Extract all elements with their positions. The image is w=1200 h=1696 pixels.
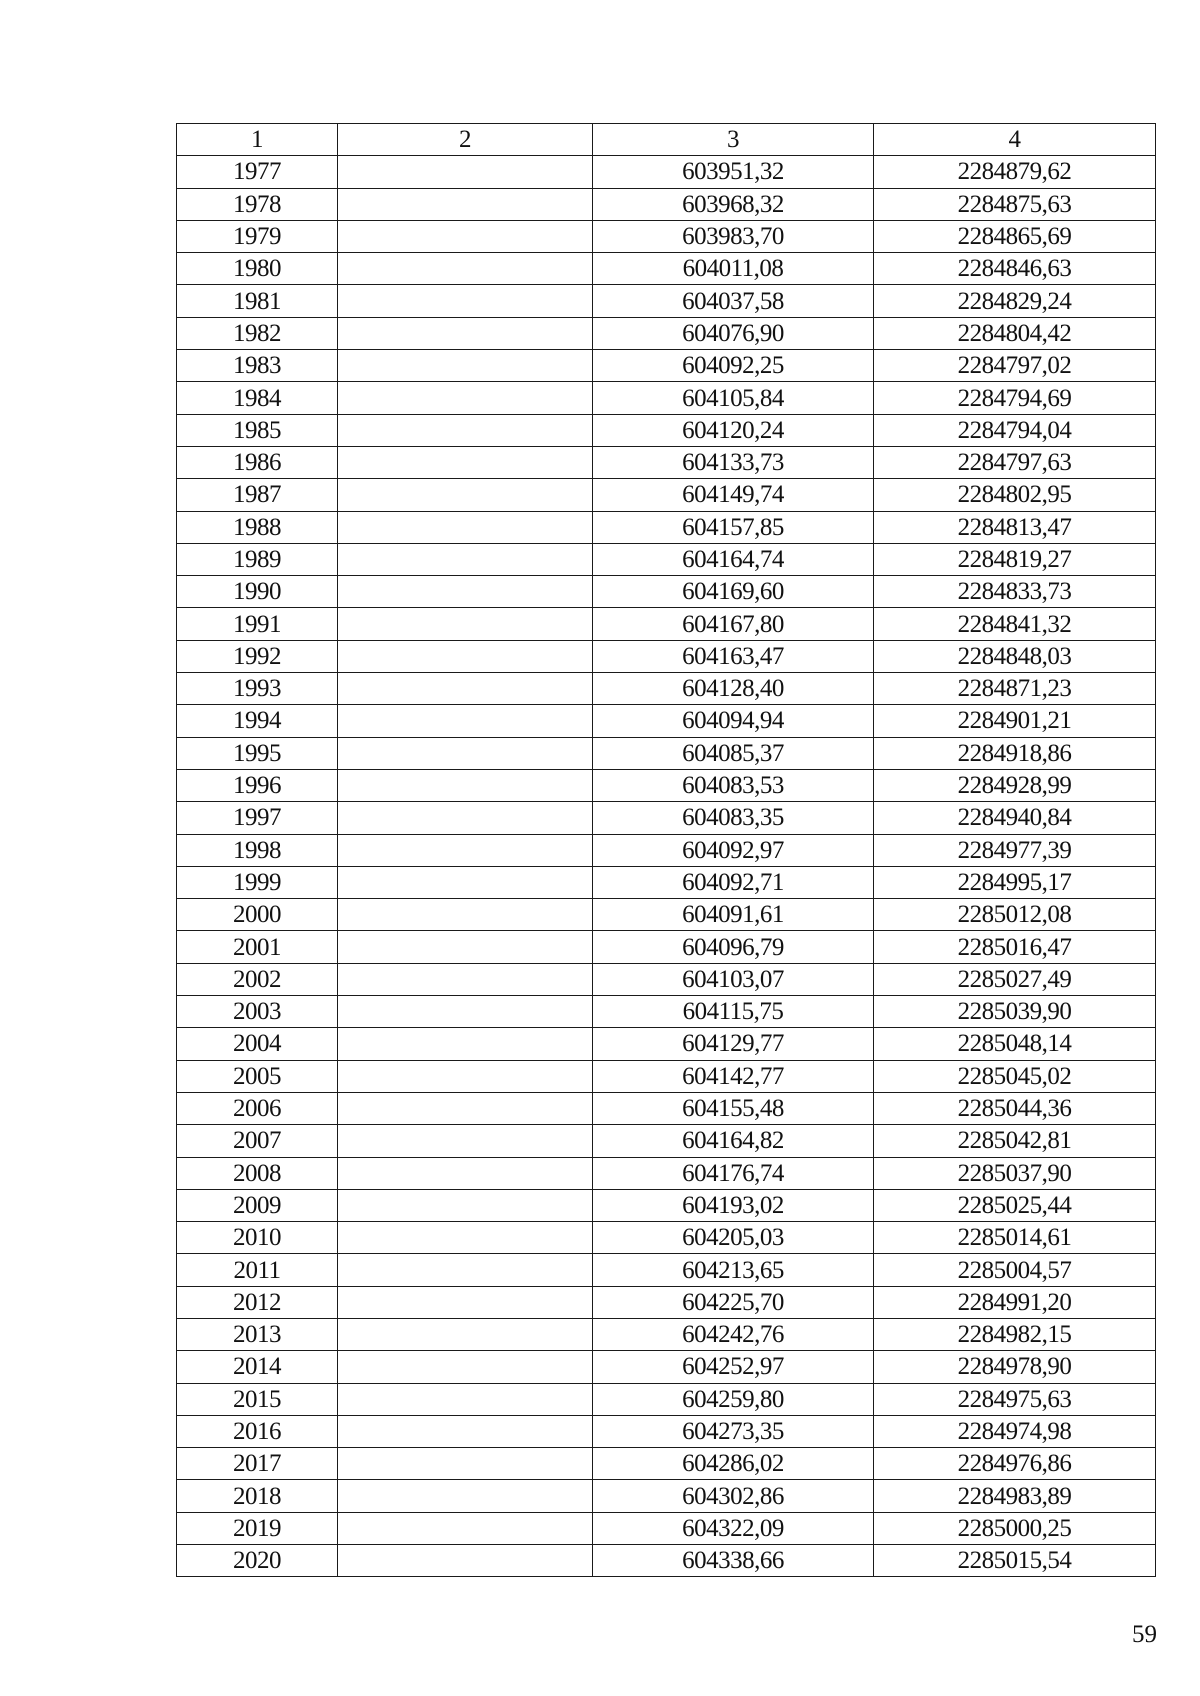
table-cell bbox=[338, 1286, 593, 1318]
table-row bbox=[177, 576, 1156, 608]
table-cell: 604193,02 bbox=[593, 1189, 874, 1221]
table-cell: 604120,24 bbox=[593, 414, 874, 446]
table-row bbox=[177, 1286, 1156, 1318]
table-row bbox=[177, 931, 1156, 963]
table-row bbox=[177, 414, 1156, 446]
table-cell: 2285044,36 bbox=[874, 1092, 1156, 1124]
table-cell: 604142,77 bbox=[593, 1060, 874, 1092]
table-cell: 2284833,73 bbox=[874, 576, 1156, 608]
header-cell: 3 bbox=[593, 124, 874, 156]
table-cell: 2285014,61 bbox=[874, 1222, 1156, 1254]
table-cell: 1997 bbox=[177, 802, 338, 834]
table-cell: 2001 bbox=[177, 931, 338, 963]
table-cell: 1994 bbox=[177, 705, 338, 737]
table-cell bbox=[338, 769, 593, 801]
table-cell: 2284991,20 bbox=[874, 1286, 1156, 1318]
table-cell: 2008 bbox=[177, 1157, 338, 1189]
table-cell: 2285000,25 bbox=[874, 1512, 1156, 1544]
table-cell: 2284865,69 bbox=[874, 220, 1156, 252]
table-row bbox=[177, 899, 1156, 931]
table-cell: 2018 bbox=[177, 1480, 338, 1512]
table-cell: 2284794,69 bbox=[874, 382, 1156, 414]
table-row bbox=[177, 1545, 1156, 1577]
table-cell: 2009 bbox=[177, 1189, 338, 1221]
table-cell: 1992 bbox=[177, 640, 338, 672]
table-cell bbox=[338, 834, 593, 866]
table-cell: 2011 bbox=[177, 1254, 338, 1286]
table-cell: 604225,70 bbox=[593, 1286, 874, 1318]
table-cell: 604103,07 bbox=[593, 963, 874, 995]
table-cell: 2284879,62 bbox=[874, 156, 1156, 188]
table-cell: 2284928,99 bbox=[874, 769, 1156, 801]
table-row bbox=[177, 1222, 1156, 1254]
table-cell: 603983,70 bbox=[593, 220, 874, 252]
table-cell: 1990 bbox=[177, 576, 338, 608]
table-cell: 2284974,98 bbox=[874, 1415, 1156, 1447]
table-cell bbox=[338, 1415, 593, 1447]
table-cell bbox=[338, 1545, 593, 1577]
table-cell bbox=[338, 899, 593, 931]
header-cell: 2 bbox=[338, 124, 593, 156]
table-cell: 604133,73 bbox=[593, 446, 874, 478]
table-cell: 604157,85 bbox=[593, 511, 874, 543]
table-cell: 604011,08 bbox=[593, 253, 874, 285]
table-cell: 1978 bbox=[177, 188, 338, 220]
table-cell: 604076,90 bbox=[593, 317, 874, 349]
table-cell: 1981 bbox=[177, 285, 338, 317]
table-cell: 604163,47 bbox=[593, 640, 874, 672]
table-cell: 1986 bbox=[177, 446, 338, 478]
table-cell: 2004 bbox=[177, 1028, 338, 1060]
table-row bbox=[177, 543, 1156, 575]
table-cell: 2284983,89 bbox=[874, 1480, 1156, 1512]
table-cell: 604322,09 bbox=[593, 1512, 874, 1544]
table-cell: 1977 bbox=[177, 156, 338, 188]
coordinates-table bbox=[176, 123, 1156, 1577]
table-cell bbox=[338, 576, 593, 608]
table-cell: 604176,74 bbox=[593, 1157, 874, 1189]
table-cell bbox=[338, 1060, 593, 1092]
table-cell bbox=[338, 317, 593, 349]
table-cell bbox=[338, 382, 593, 414]
table-cell: 603951,32 bbox=[593, 156, 874, 188]
table-cell: 2285039,90 bbox=[874, 996, 1156, 1028]
table-cell: 2285004,57 bbox=[874, 1254, 1156, 1286]
table-cell: 1989 bbox=[177, 543, 338, 575]
table-cell: 604092,71 bbox=[593, 866, 874, 898]
table-cell: 1999 bbox=[177, 866, 338, 898]
table-cell bbox=[338, 1383, 593, 1415]
table-cell: 2285016,47 bbox=[874, 931, 1156, 963]
table-row bbox=[177, 382, 1156, 414]
table-row bbox=[177, 608, 1156, 640]
table-cell: 2284918,86 bbox=[874, 737, 1156, 769]
table-cell: 2284846,63 bbox=[874, 253, 1156, 285]
table-cell: 2284841,32 bbox=[874, 608, 1156, 640]
table-row bbox=[177, 1318, 1156, 1350]
table-cell bbox=[338, 931, 593, 963]
table-row bbox=[177, 1189, 1156, 1221]
table-cell bbox=[338, 1092, 593, 1124]
table-cell: 2284797,63 bbox=[874, 446, 1156, 478]
table-cell: 604037,58 bbox=[593, 285, 874, 317]
table-cell: 604092,25 bbox=[593, 350, 874, 382]
table-cell: 2284978,90 bbox=[874, 1351, 1156, 1383]
table-cell bbox=[338, 350, 593, 382]
table-cell: 2284875,63 bbox=[874, 188, 1156, 220]
table-cell: 604338,66 bbox=[593, 1545, 874, 1577]
table-cell: 2284794,04 bbox=[874, 414, 1156, 446]
table-row bbox=[177, 834, 1156, 866]
table-cell bbox=[338, 1222, 593, 1254]
table-cell bbox=[338, 640, 593, 672]
table-cell: 1983 bbox=[177, 350, 338, 382]
table-cell: 1988 bbox=[177, 511, 338, 543]
table-row bbox=[177, 963, 1156, 995]
table-cell: 604096,79 bbox=[593, 931, 874, 963]
table-row bbox=[177, 1480, 1156, 1512]
table-cell: 2014 bbox=[177, 1351, 338, 1383]
table-cell: 2284819,27 bbox=[874, 543, 1156, 575]
table-cell: 604105,84 bbox=[593, 382, 874, 414]
table-cell: 604259,80 bbox=[593, 1383, 874, 1415]
table-cell: 2013 bbox=[177, 1318, 338, 1350]
table-cell: 604094,94 bbox=[593, 705, 874, 737]
table-cell: 1980 bbox=[177, 253, 338, 285]
table-row bbox=[177, 1125, 1156, 1157]
table-cell: 2285025,44 bbox=[874, 1189, 1156, 1221]
table-row bbox=[177, 156, 1156, 188]
table-cell: 2284995,17 bbox=[874, 866, 1156, 898]
table-cell: 2285037,90 bbox=[874, 1157, 1156, 1189]
table-cell: 2285048,14 bbox=[874, 1028, 1156, 1060]
table-cell bbox=[338, 1157, 593, 1189]
table-row bbox=[177, 1028, 1156, 1060]
table-cell: 2017 bbox=[177, 1448, 338, 1480]
table-cell bbox=[338, 446, 593, 478]
table-cell: 604129,77 bbox=[593, 1028, 874, 1060]
table-cell bbox=[338, 285, 593, 317]
table-row bbox=[177, 220, 1156, 252]
table-cell: 2002 bbox=[177, 963, 338, 995]
table-cell bbox=[338, 479, 593, 511]
table-cell bbox=[338, 1028, 593, 1060]
table-cell: 2020 bbox=[177, 1545, 338, 1577]
table-cell bbox=[338, 1125, 593, 1157]
table-row bbox=[177, 1415, 1156, 1447]
table-cell bbox=[338, 1480, 593, 1512]
table-cell bbox=[338, 156, 593, 188]
table-cell: 2284977,39 bbox=[874, 834, 1156, 866]
table-cell: 2010 bbox=[177, 1222, 338, 1254]
table-cell bbox=[338, 1351, 593, 1383]
table-cell: 604083,35 bbox=[593, 802, 874, 834]
table-cell bbox=[338, 802, 593, 834]
table-cell bbox=[338, 220, 593, 252]
table-cell: 2285045,02 bbox=[874, 1060, 1156, 1092]
table-cell: 2019 bbox=[177, 1512, 338, 1544]
table-cell bbox=[338, 673, 593, 705]
table-row bbox=[177, 737, 1156, 769]
table-row bbox=[177, 350, 1156, 382]
table-row bbox=[177, 1448, 1156, 1480]
table-cell bbox=[338, 543, 593, 575]
table-cell: 1979 bbox=[177, 220, 338, 252]
table-row bbox=[177, 285, 1156, 317]
table-cell: 604273,35 bbox=[593, 1415, 874, 1447]
table-cell: 2284813,47 bbox=[874, 511, 1156, 543]
table-cell: 2284797,02 bbox=[874, 350, 1156, 382]
page-number: 59 bbox=[1132, 1621, 1157, 1648]
table-row bbox=[177, 1092, 1156, 1124]
table-row bbox=[177, 802, 1156, 834]
table-cell: 604164,82 bbox=[593, 1125, 874, 1157]
table-row bbox=[177, 188, 1156, 220]
table-cell: 604092,97 bbox=[593, 834, 874, 866]
table-cell bbox=[338, 1512, 593, 1544]
table-cell: 604286,02 bbox=[593, 1448, 874, 1480]
table-row bbox=[177, 479, 1156, 511]
table-row bbox=[177, 866, 1156, 898]
table-cell: 604149,74 bbox=[593, 479, 874, 511]
table-cell: 2016 bbox=[177, 1415, 338, 1447]
table-cell: 604205,03 bbox=[593, 1222, 874, 1254]
table-cell bbox=[338, 608, 593, 640]
table-cell: 2284802,95 bbox=[874, 479, 1156, 511]
table-cell: 604213,65 bbox=[593, 1254, 874, 1286]
table-cell bbox=[338, 996, 593, 1028]
table-cell bbox=[338, 737, 593, 769]
table-cell: 1998 bbox=[177, 834, 338, 866]
table-cell bbox=[338, 188, 593, 220]
table-cell: 2284976,86 bbox=[874, 1448, 1156, 1480]
table-row bbox=[177, 769, 1156, 801]
table-cell: 2000 bbox=[177, 899, 338, 931]
table-row bbox=[177, 1383, 1156, 1415]
table-cell: 604252,97 bbox=[593, 1351, 874, 1383]
table-row bbox=[177, 1157, 1156, 1189]
table-cell: 1985 bbox=[177, 414, 338, 446]
table-row bbox=[177, 673, 1156, 705]
table-cell: 2284829,24 bbox=[874, 285, 1156, 317]
table-row bbox=[177, 640, 1156, 672]
table-cell: 1987 bbox=[177, 479, 338, 511]
table-cell: 1996 bbox=[177, 769, 338, 801]
table-cell: 2012 bbox=[177, 1286, 338, 1318]
table-cell: 2284804,42 bbox=[874, 317, 1156, 349]
table-cell: 1984 bbox=[177, 382, 338, 414]
table-cell: 604164,74 bbox=[593, 543, 874, 575]
table-cell: 2285027,49 bbox=[874, 963, 1156, 995]
table-cell: 604128,40 bbox=[593, 673, 874, 705]
table-row bbox=[177, 1060, 1156, 1092]
table-cell: 2284848,03 bbox=[874, 640, 1156, 672]
table-cell bbox=[338, 963, 593, 995]
table-body bbox=[177, 124, 1156, 1577]
table-cell: 604083,53 bbox=[593, 769, 874, 801]
table-cell: 2285012,08 bbox=[874, 899, 1156, 931]
table-cell: 2285042,81 bbox=[874, 1125, 1156, 1157]
table-cell bbox=[338, 253, 593, 285]
table-cell bbox=[338, 1189, 593, 1221]
table-cell: 1995 bbox=[177, 737, 338, 769]
table-row bbox=[177, 1512, 1156, 1544]
table-cell: 2284975,63 bbox=[874, 1383, 1156, 1415]
table-header-row bbox=[177, 124, 1156, 156]
table-cell bbox=[338, 414, 593, 446]
header-cell: 4 bbox=[874, 124, 1156, 156]
table-cell: 603968,32 bbox=[593, 188, 874, 220]
table-cell: 2005 bbox=[177, 1060, 338, 1092]
table-cell: 2284901,21 bbox=[874, 705, 1156, 737]
header-cell: 1 bbox=[177, 124, 338, 156]
table-cell: 2007 bbox=[177, 1125, 338, 1157]
table-row bbox=[177, 1351, 1156, 1383]
table-cell bbox=[338, 1254, 593, 1286]
table-cell: 604242,76 bbox=[593, 1318, 874, 1350]
table-row bbox=[177, 705, 1156, 737]
table-cell: 2285015,54 bbox=[874, 1545, 1156, 1577]
table-cell: 604155,48 bbox=[593, 1092, 874, 1124]
table-row bbox=[177, 511, 1156, 543]
table-cell bbox=[338, 705, 593, 737]
table-row bbox=[177, 1254, 1156, 1286]
table-cell: 604169,60 bbox=[593, 576, 874, 608]
table-cell bbox=[338, 1448, 593, 1480]
table-cell: 1991 bbox=[177, 608, 338, 640]
table-row bbox=[177, 317, 1156, 349]
table-cell: 604167,80 bbox=[593, 608, 874, 640]
table-cell: 2284940,84 bbox=[874, 802, 1156, 834]
table-cell bbox=[338, 866, 593, 898]
table-cell: 2003 bbox=[177, 996, 338, 1028]
table-cell: 604085,37 bbox=[593, 737, 874, 769]
table-cell: 1993 bbox=[177, 673, 338, 705]
table-cell bbox=[338, 511, 593, 543]
table-cell: 1982 bbox=[177, 317, 338, 349]
table-row bbox=[177, 446, 1156, 478]
table-cell: 604115,75 bbox=[593, 996, 874, 1028]
table-cell: 604302,86 bbox=[593, 1480, 874, 1512]
table-cell: 2284871,23 bbox=[874, 673, 1156, 705]
table-row bbox=[177, 253, 1156, 285]
table-cell bbox=[338, 1318, 593, 1350]
table-cell: 604091,61 bbox=[593, 899, 874, 931]
table-cell: 2284982,15 bbox=[874, 1318, 1156, 1350]
table-cell: 2015 bbox=[177, 1383, 338, 1415]
table-row bbox=[177, 996, 1156, 1028]
table-cell: 2006 bbox=[177, 1092, 338, 1124]
